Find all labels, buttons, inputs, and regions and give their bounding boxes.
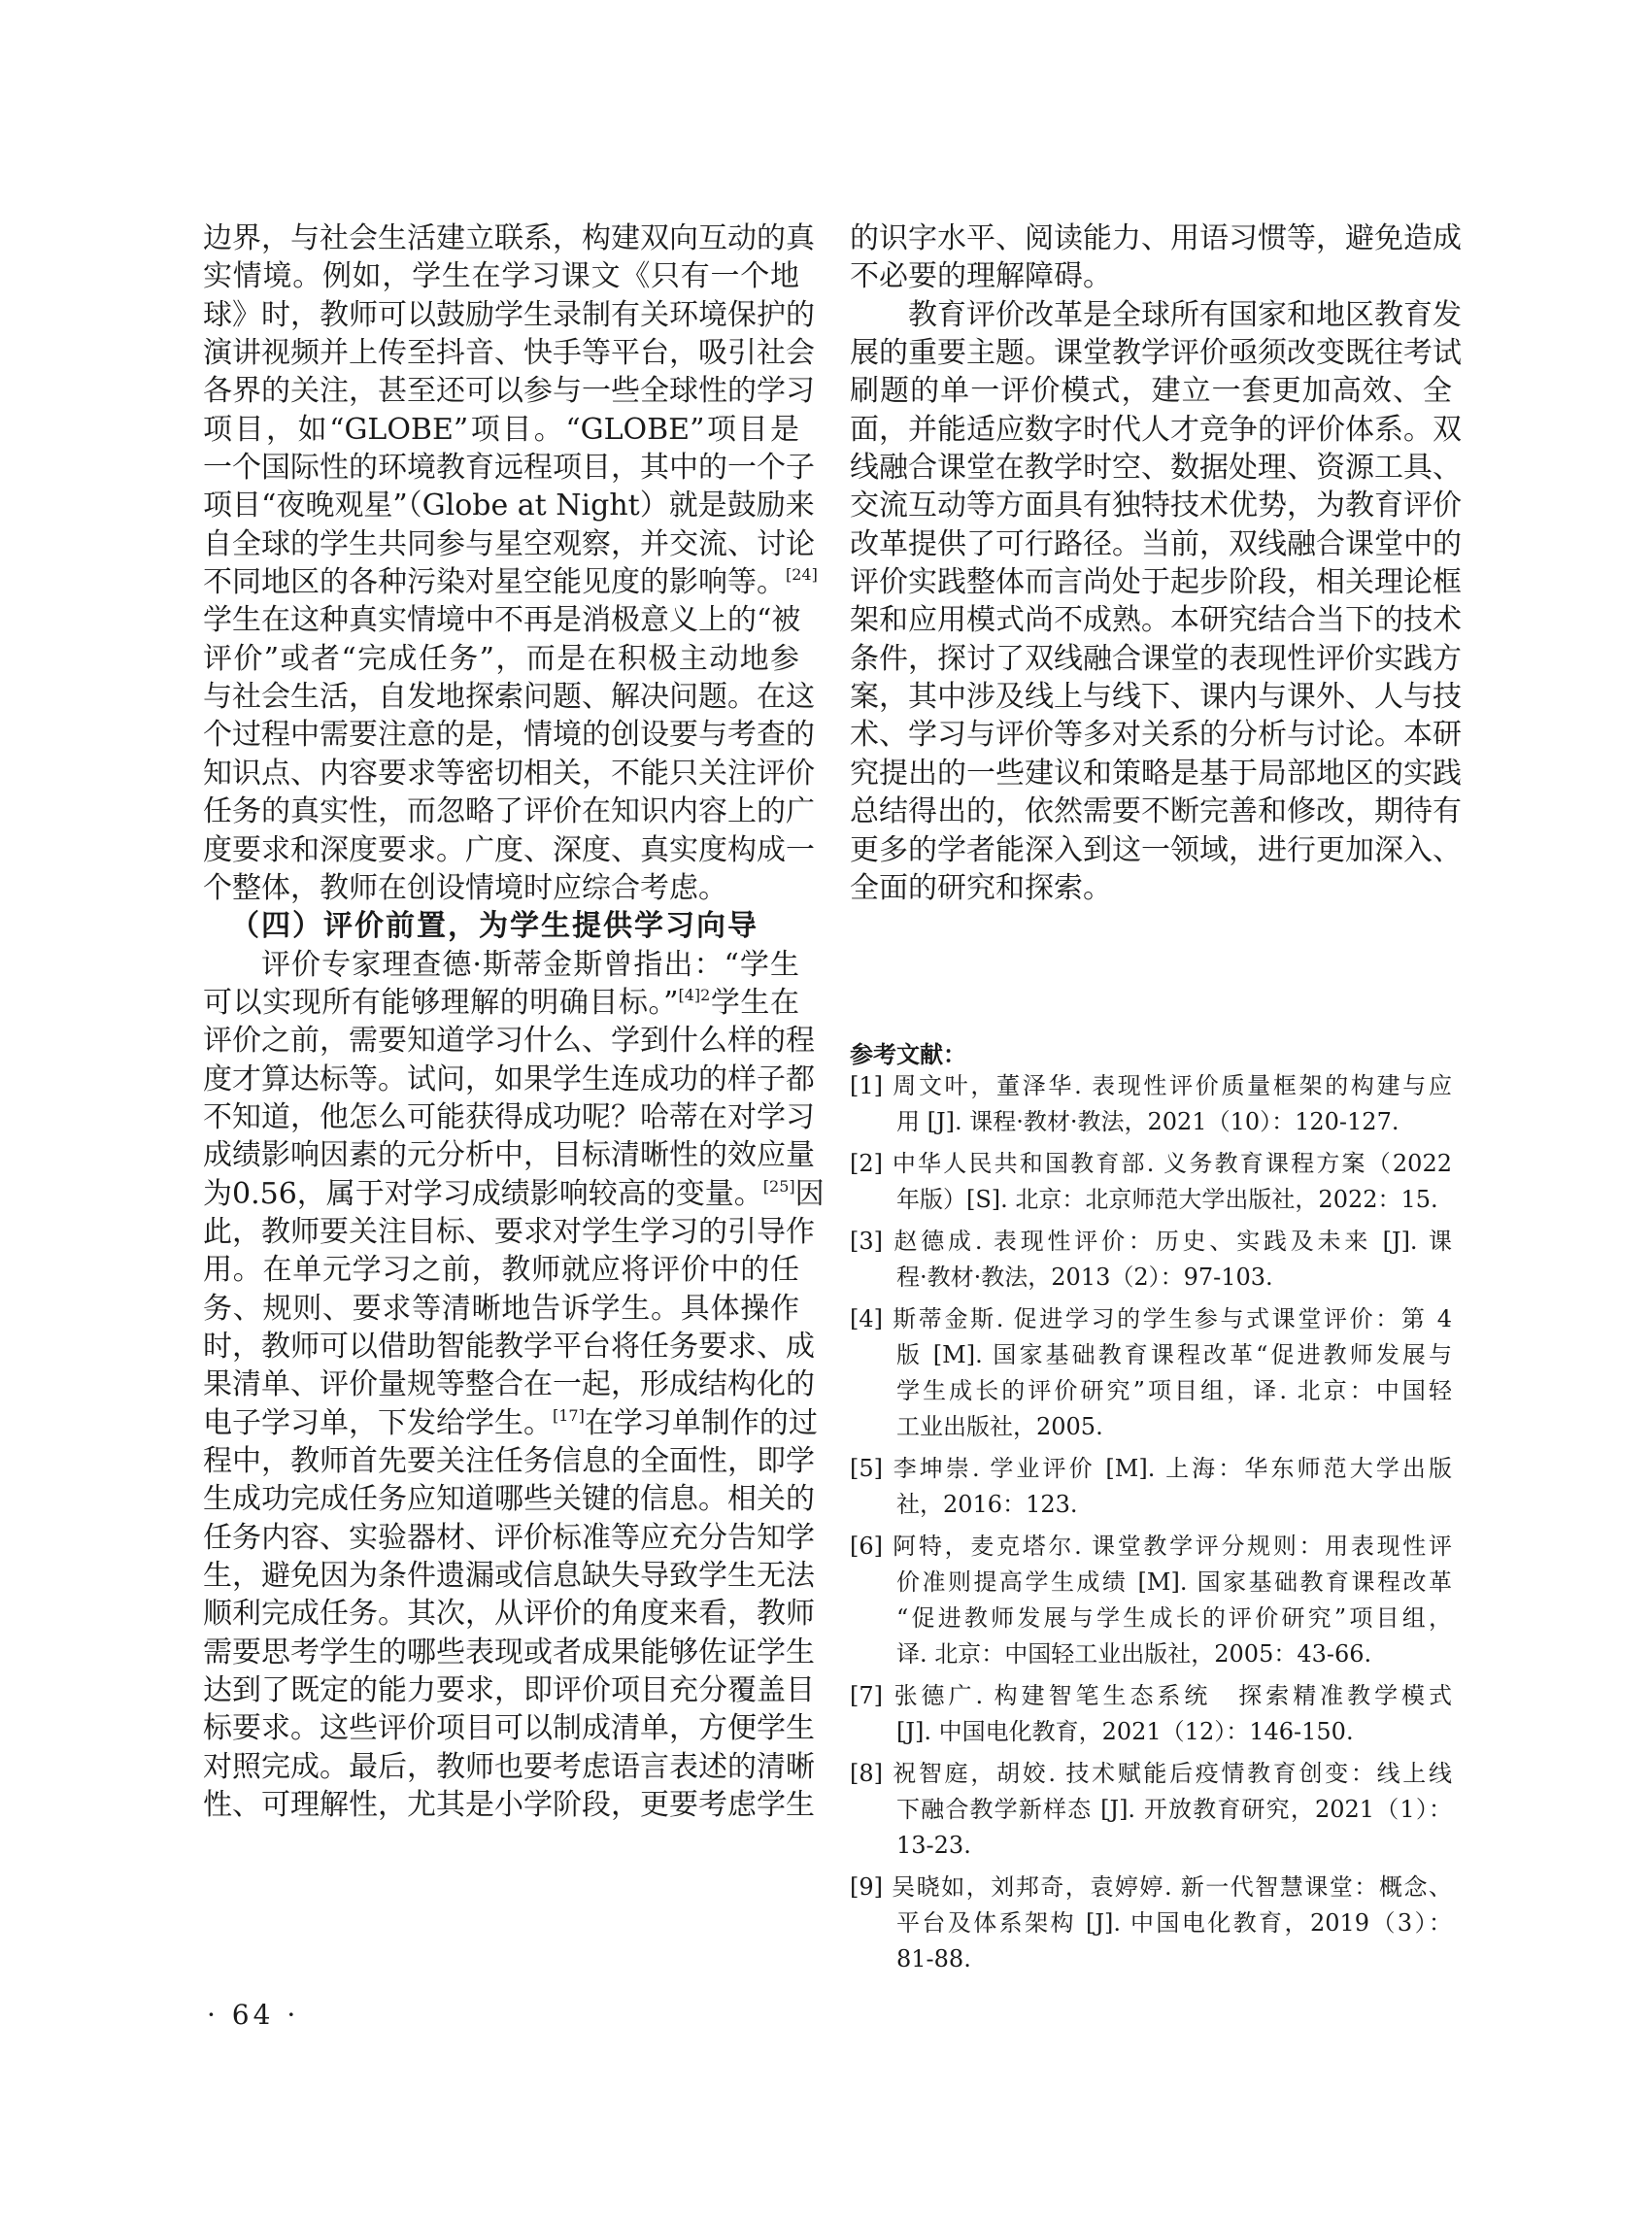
reference-line: [4] 斯蒂金斯. 促进学习的学生参与式课堂评价：第 4 xyxy=(850,1305,1452,1332)
text-line: 度要求和深度要求。广度、深度、真实度构成一 xyxy=(203,832,815,867)
text-line: 不必要的理解障碍。 xyxy=(850,259,1112,294)
text-line: 实情境。例如，学生在学习课文《只有一个地 xyxy=(203,259,799,294)
reference-item xyxy=(850,1301,1452,1445)
text-line: 一个国际性的环境教育远程项目，其中的一个子 xyxy=(203,451,815,486)
reference-line: [6] 阿特，麦克塔尔. 课堂教学评分规则：用表现性评 xyxy=(850,1533,1452,1560)
reference-item xyxy=(850,1146,1452,1218)
reference-line: 社，2016：123. xyxy=(896,1491,1078,1518)
text-line: 评价之前，需要知道学习什么、学到什么样的程 xyxy=(203,1024,815,1059)
text-line: 边界，与社会生活建立联系，构建双向互动的真 xyxy=(203,221,815,255)
text-line: 个整体，教师在创设情境时应综合考虑。 xyxy=(203,870,727,905)
reference-line: [2] 中华人民共和国教育部. 义务教育课程方案（2022 xyxy=(850,1150,1452,1177)
text-line: 知识点、内容要求等密切相关，不能只关注评价 xyxy=(203,756,815,791)
text-line: 为0.56，属于对学习成绩影响较高的变量。[25]因 xyxy=(203,1176,825,1211)
text-line: 刷题的单一评价模式，建立一套更加高效、全 xyxy=(850,374,1452,409)
text-line: 任务内容、实验器材、评价标准等应充分告知学 xyxy=(203,1520,815,1555)
text-line: 与社会生活，自发地探索问题、解决问题。在这 xyxy=(203,680,815,715)
text-line: 电子学习单，下发给学生。[17]在学习单制作的过 xyxy=(203,1405,818,1440)
text-line: 究提出的一些建议和策略是基于局部地区的实践 xyxy=(850,756,1462,791)
text-line: 的识字水平、阅读能力、用语习惯等，避免造成 xyxy=(850,221,1462,255)
text-line: 改革提供了可行路径。当前，双线融合课堂中的 xyxy=(850,526,1462,561)
text-line: 成绩影响因素的元分析中，目标清晰性的效应量 xyxy=(203,1138,815,1173)
text-line: 果清单、评价量规等整合在一起，形成结构化的 xyxy=(203,1367,815,1402)
text-line: 程中，教师首先要关注任务信息的全面性，即学 xyxy=(203,1444,815,1478)
text-line: 项目，如“GLOBE”项目。“GLOBE”项目是 xyxy=(203,412,799,447)
text-line: 交流互动等方面具有独特技术优势，为教育评价 xyxy=(850,489,1462,523)
reference-item xyxy=(850,1451,1452,1523)
reference-line: 程·教材·教法，2013（2）：97-103. xyxy=(896,1264,1273,1291)
reference-line: 版 [M]. 国家基础教育课程改革“促进教师发展与 xyxy=(896,1341,1452,1368)
reference-line: [9] 吴晓如，刘邦奇，袁婷婷. 新一代智慧课堂：概念、 xyxy=(850,1873,1452,1901)
text-line: 顺利完成任务。其次，从评价的角度来看，教师 xyxy=(203,1597,815,1632)
text-line: 学生在这种真实情境中不再是消极意义上的“被 xyxy=(203,603,801,638)
reference-line: 工业出版社，2005. xyxy=(896,1413,1103,1440)
text-line: 可以实现所有能够理解的明确目标。”$^{[4]2}$学生在 xyxy=(203,985,800,1020)
text-line: 更多的学者能深入到这一领域，进行更加深入、 xyxy=(850,832,1462,867)
text-line: 总结得出的，依然需要不断完善和修改，期待有 xyxy=(850,794,1462,829)
text-line: 性、可理解性，尤其是小学阶段，更要考虑学生 xyxy=(203,1788,815,1823)
reference-line: [5] 李坤崇. 学业评价 [M]. 上海：华东师范大学出版 xyxy=(850,1455,1452,1482)
text-line: 术、学习与评价等多对关系的分析与讨论。本研 xyxy=(850,718,1462,753)
reference-line: 年版）[S]. 北京：北京师范大学出版社，2022：15. xyxy=(896,1186,1438,1213)
text-line: 度才算达标等。试问，如果学生连成功的样子都 xyxy=(203,1062,815,1096)
reference-line: [7] 张德广. 构建智笔生态系统 探索精准教学模式 xyxy=(850,1682,1452,1709)
reference-item xyxy=(850,1529,1452,1672)
reference-line: [8] 祝智庭，胡姣. 技术赋能后疫情教育创变：线上线 xyxy=(850,1760,1452,1787)
reference-line: 价准则提高学生成绩 [M]. 国家基础教育课程改革 xyxy=(896,1568,1452,1596)
text-line: 面，并能适应数字时代人才竞争的评价体系。双 xyxy=(850,412,1462,447)
reference-line: “促进教师发展与学生成长的评价研究”项目组， xyxy=(896,1604,1452,1632)
text-line: 用。在单元学习之前，教师就应将评价中的任 xyxy=(203,1253,799,1288)
text-line: 需要思考学生的哪些表现或者成果能够佐证学生 xyxy=(203,1635,815,1669)
text-line: 个过程中需要注意的是，情境的创设要与考查的 xyxy=(203,718,815,753)
text-line: 不同地区的各种污染对星空能见度的影响等。[24] xyxy=(203,565,818,600)
reference-line: [3] 赵德成. 表现性评价：历史、实践及未来 [J]. 课 xyxy=(850,1228,1452,1255)
text-line: 项目“夜晚观星”（Globe at Night）就是鼓励来 xyxy=(203,489,815,523)
text-line: 球》时，教师可以鼓励学生录制有关环境保护的 xyxy=(203,297,815,332)
text-line: 评价实践整体而言尚处于起步阶段，相关理论框 xyxy=(850,565,1462,600)
reference-line: [1] 周文叶，董泽华. 表现性评价质量框架的构建与应 xyxy=(850,1072,1452,1099)
reference-line: [J]. 中国电化教育，2021（12）：146-150. xyxy=(896,1718,1354,1745)
text-line: 对照完成。最后，教师也要考虑语言表述的清晰 xyxy=(203,1749,815,1784)
text-line: 教育评价改革是全球所有国家和地区教育发 xyxy=(908,297,1462,332)
text-line: 线融合课堂在教学时空、数据处理、资源工具、 xyxy=(850,451,1462,486)
text-line: 时，教师可以借助智能教学平台将任务要求、成 xyxy=(203,1329,815,1364)
reference-item xyxy=(850,1224,1452,1296)
text-line: 评价专家理查德·斯蒂金斯曾指出：“学生 xyxy=(261,947,799,982)
text-line: 生成功完成任务应知道哪些关键的信息。相关的 xyxy=(203,1482,815,1517)
text-line: 展的重要主题。课堂教学评价亟须改变既往考试 xyxy=(850,336,1462,371)
reference-item xyxy=(850,1678,1452,1750)
reference-line: 13-23. xyxy=(896,1832,971,1859)
reference-line: 81-88. xyxy=(896,1945,971,1972)
section-heading: （四）评价前置，为学生提供学习向导 xyxy=(230,909,759,944)
text-line: 此，教师要关注目标、要求对学生学习的引导作 xyxy=(203,1214,815,1249)
text-line: 务、规则、要求等清晰地告诉学生。具体操作 xyxy=(203,1291,799,1326)
reference-line: 学生成长的评价研究”项目组，译. 北京：中国轻 xyxy=(896,1377,1452,1404)
references-list xyxy=(850,1068,1452,1983)
text-line: 条件，探讨了双线融合课堂的表现性评价实践方 xyxy=(850,641,1462,676)
citation-marker: [4]2 xyxy=(678,985,711,1004)
reference-line: 译. 北京：中国轻工业出版社，2005：43-66. xyxy=(896,1640,1372,1668)
citation-marker: [25] xyxy=(762,1176,795,1196)
text-line: 全面的研究和探索。 xyxy=(850,870,1112,905)
reference-line: 下融合教学新样态 [J]. 开放教育研究，2021（1）： xyxy=(896,1796,1452,1823)
reference-item xyxy=(850,1870,1452,1977)
citation-marker: [17] xyxy=(553,1405,585,1425)
text-line: 自全球的学生共同参与星空观察，并交流、讨论 xyxy=(203,526,815,561)
text-line: 标要求。这些评价项目可以制成清单，方便学生 xyxy=(203,1711,815,1746)
page-number: · 64 · xyxy=(207,1999,300,2031)
text-line: 任务的真实性，而忽略了评价在知识内容上的广 xyxy=(203,794,815,829)
references-title: 参考文献： xyxy=(850,1041,966,1068)
text-line: 架和应用模式尚不成熟。本研究结合当下的技术 xyxy=(850,603,1462,638)
left-column xyxy=(203,219,825,1824)
text-line: 达到了既定的能力要求，即评价项目充分覆盖目 xyxy=(203,1673,815,1708)
text-line: 各界的关注，甚至还可以参与一些全球性的学习 xyxy=(203,374,815,409)
reference-line: 平台及体系架构 [J]. 中国电化教育，2019（3）： xyxy=(896,1909,1452,1937)
text-line: 不知道，他怎么可能获得成功呢？哈蒂在对学习 xyxy=(203,1099,815,1134)
text-line: 演讲视频并上传至抖音、快手等平台，吸引社会 xyxy=(203,336,815,371)
right-column xyxy=(850,219,1462,907)
reference-item xyxy=(850,1756,1452,1864)
citation-marker: [24] xyxy=(786,565,818,585)
reference-item xyxy=(850,1068,1452,1140)
text-line: 案，其中涉及线上与线下、课内与课外、人与技 xyxy=(850,680,1462,715)
text-line: 生，避免因为条件遗漏或信息缺失导致学生无法 xyxy=(203,1559,815,1594)
reference-line: 用 [J]. 课程·教材·教法，2021（10）：120-127. xyxy=(896,1108,1399,1135)
text-line: 评价”或者“完成任务”，而是在积极主动地参 xyxy=(203,641,799,676)
